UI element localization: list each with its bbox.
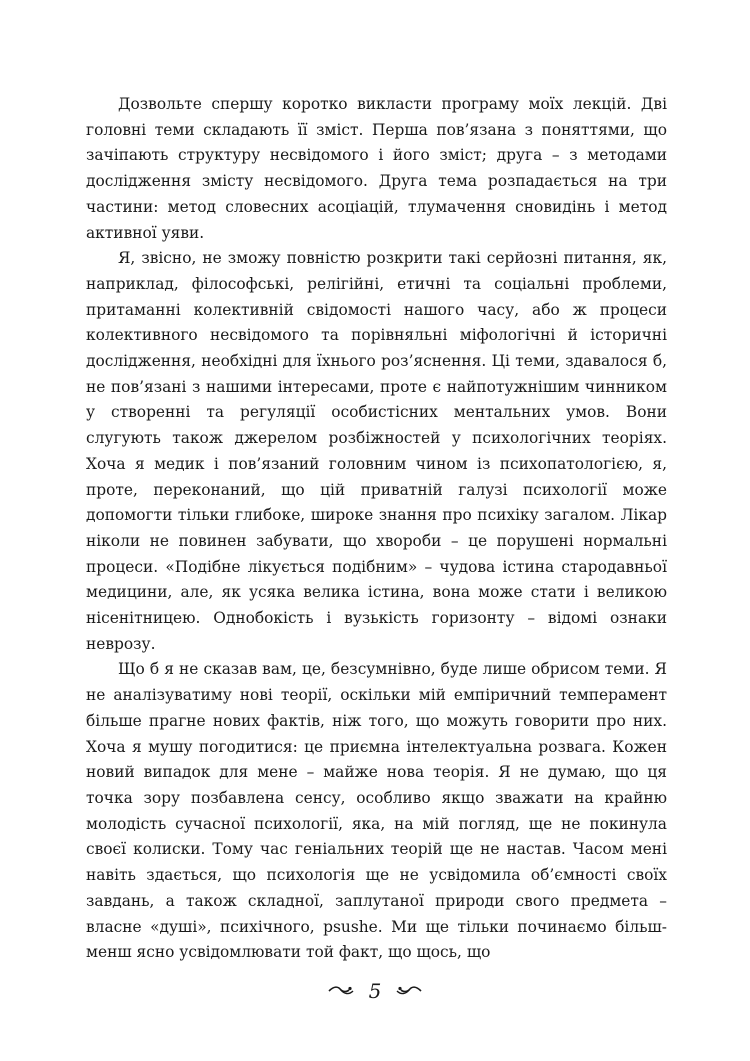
page-number: 5 [368,978,382,1003]
ornament-right-icon [396,985,422,997]
paragraph-1: Дозвольте спершу коротко викласти програму моїх лекцій. Дві головні теми складають її зміст. Перша пов’язана з поняттями, що зачіпають структуру несвідомого і його зміст; друга – з методами дослідження змісту несвідомого. Друга тема розпадається на три частини: метод словесних асоціацій, тлумачення сновидінь і метод активної уяви. [86,95,667,242]
paragraph-2: Я, звісно, не зможу повністю розкрити такі серйозні питання, як, наприклад, філософські, релігійні, етичні та соціальні проблеми, притаманні колективній свідомості нашого часу, або ж процеси колективного несвідомого та порівняльні міфологічні й історичні дослідження, необхідні для їхнього роз’яснення. Ці теми, здавалося б, не пов’язані з нашими інтересами, проте є найпотужнішим чинником у створенні та регуляції особистісних ментальних умов. Вони слугують також джерелом розбіжностей у психологічних теоріях. Хоча я медик і пов’язаний головним чином із психопатологією, я, проте, переконаний, що цій приватній галузі психології може допомогти тільки глибоке, широке знання про психіку загалом. Лікар ніколи не повинен забувати, що хвороби – це порушені нормальні процеси. «Подібне лікується подібним» – чудова істина стародавньої медицини, але, як усяка велика істина, вона може стати і великою нісенітницею. Однобокість і вузькість горизонту – відомі ознаки неврозу. [86,249,667,653]
page-footer [0,977,750,1003]
paragraph-3: Що б я не сказав вам, це, безсумнівно, буде лише обрисом теми. Я не аналізуватиму нові теорії, оскільки мій емпіричний темперамент більше прагне нових фактів, ніж того, що можуть говорити про них. Хоча я мушу погодитися: це приємна інтелектуальна розвага. Кожен новий випадок для мене – майже нова теорія. Я не думаю, що ця точка зору позбавлена сенсу, особливо якщо зважати на крайню молодість сучасної психології, яка, на мій погляд, ще не покинула своєї колиски. Тому час геніальних теорій ще не настав. Часом мені навіть здається, що психологія ще не усвідомила об’ємності своїх завдань, а також складної, заплутаної природи свого предмета – власне «душі», психічного, psushe. Ми ще тільки починаємо більш-менш ясно усвідомлювати той факт, що щось, що [86,660,667,962]
ornament-left-icon [328,985,354,997]
body-text [86,92,667,966]
